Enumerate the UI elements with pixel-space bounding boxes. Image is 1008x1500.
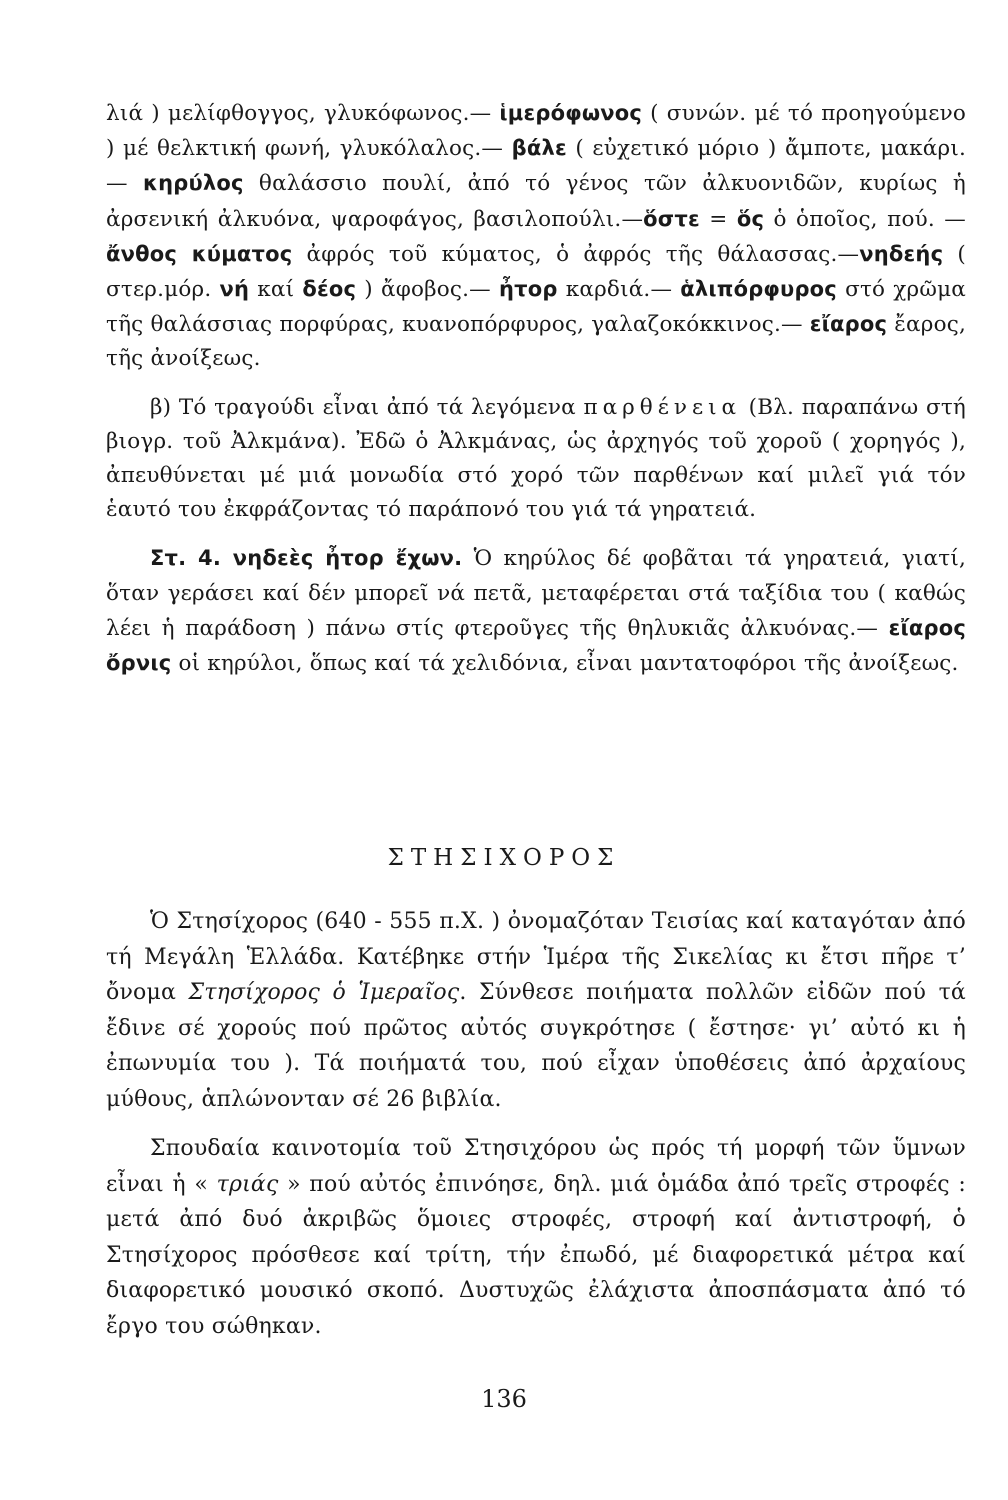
- text-run: ἀφρός τοῦ κύματος, ὁ ἀφρός τῆς θάλασσας.—: [292, 241, 860, 267]
- italic-name: Στησίχορος ὁ Ἱμεραῖος: [188, 980, 460, 1005]
- text-run: ὁ ὁποῖος, πού. —: [764, 206, 966, 232]
- glossary-notes: [106, 96, 966, 681]
- text-run: Σπουδαία καινοτομία τοῦ Στησιχόρου ὡς πρός τή μορφή τῶν ὕμνων εἶναι ἡ «: [106, 1136, 966, 1197]
- keyword: νηδεής: [859, 241, 944, 266]
- keyword: ἁλιπόρφυρος: [680, 277, 837, 302]
- note-paragraph-verse-4: [106, 541, 966, 681]
- keyword: εἴαρος ὄρνις: [106, 615, 966, 676]
- keyword: εἴαρος: [809, 312, 888, 337]
- text-run: θαλάσσιο πουλί, ἀπό τό γένος τῶν ἀλκυονιδῶν, κυρίως ἡ ἀρσενική ἀλκυόνα, ψαροφάγος, βασιλοπούλι.—: [106, 171, 966, 232]
- keyword: ἦτορ: [498, 277, 558, 302]
- keyword: ὅς: [736, 206, 765, 231]
- text-run: . Σύνθεσε ποιήματα πολλῶν εἰδῶν πού τά ἔδινε σέ χορούς πού πρῶτος αὐτός συγκρότησε ( ἔστησε· γι’ αὐτό κι ἡ ἐπωνυμία του ). Τά ποιήματά του, πού εἶχαν ὑποθέσεις ἀπό ἀρχαίους μύθους, ἁπλώνονταν σέ 26 βιβλία.: [106, 980, 966, 1112]
- text-run: Ὁ Στησίχορος (640 - 555 π.Χ. ) ὀνομαζόταν Τεισίας καί καταγόταν ἀπό τή Μεγάλη Ἑλλάδα. Κατέβηκε στήν Ἱμέρα τῆς Σικελίας κι ἔτσι πῆρε τ’ ὄνομα: [106, 909, 966, 1005]
- text-run: στό χρῶμα τῆς θαλάσσιας πορφύρας, κυανοπόρφυρος, γαλαζοκόκκινος.—: [106, 277, 966, 338]
- text-run: ( συνών. μέ τό προηγούμενο ) μέ θελκτική φωνή, γλυκόλαλος.—: [106, 101, 967, 162]
- keyword: δέος: [302, 277, 357, 302]
- text-run: λιά ) μελίφθογγος, γλυκόφωνος.—: [106, 101, 500, 126]
- bio-paragraph: [106, 904, 966, 1117]
- text-run: ἔαρος, τῆς ἀνοίξεως.: [106, 312, 966, 372]
- keyword: ὅστε: [643, 206, 700, 231]
- note-paragraph-vocabulary: [106, 96, 966, 377]
- text-run: ( στερ.μόρ.: [106, 241, 967, 303]
- triad-paragraph: [106, 1131, 966, 1344]
- section-heading: ΣΤΗΣΙΧΟΡΟΣ: [387, 845, 621, 871]
- text-run: β) Τό τραγούδι εἶναι ἀπό τά λεγόμενα: [150, 394, 584, 420]
- spaced-term: παρθένεια: [583, 394, 742, 420]
- text-run: καί: [249, 277, 303, 303]
- text-run: Ὁ κηρύλος δέ φοβᾶται τά γηρατειά, γιατί, ὅταν γεράσει καί δέν μπορεῖ νά πετᾶ, μεταφέρεται στά ταξίδια του ( καθώς λέει ἡ παράδοση ) πάνω στίς φτεροῦγες τῆς θηλυκιᾶς ἀλκυόνας.—: [106, 546, 966, 641]
- stesichorus-section: [106, 904, 966, 1344]
- page-number: 136: [481, 1385, 527, 1413]
- text-run: οἱ κηρύλοι, ὅπως καί τά χελιδόνια, εἶναι μαντατοφόροι τῆς ἀνοίξεως.: [171, 651, 959, 677]
- keyword: ἄνθος κύματος: [106, 241, 293, 266]
- text-run: ( εὐχετικό μόριο ) ἄμποτε, μακάρι.—: [106, 136, 967, 197]
- italic-term: τριάς: [216, 1171, 279, 1197]
- keyword: νή: [219, 277, 250, 302]
- text-run: =: [699, 206, 737, 232]
- text-run: (Βλ. παραπάνω στή βιογρ. τοῦ Ἀλκμάνα). Ἐδῶ ὁ Ἀλκμάνας, ὡς ἀρχηγός τοῦ χοροῦ ( χορηγός ), ἀπευθύνεται μέ μιά μονωδία στό χορό τῶν παρθένων καί μιλεῖ γιά τόν ἑαυτό του ἐκφράζοντας τό παράπονό του γιά τά γηρατειά.: [106, 394, 967, 523]
- text-run: καρδιά.—: [557, 277, 681, 303]
- text-run: ) ἄφοβος.—: [356, 277, 499, 303]
- keyword: βάλε: [511, 136, 567, 161]
- keyword: ἱμερόφωνος: [499, 101, 643, 125]
- note-paragraph-parthenia: [106, 391, 966, 528]
- keyword: κηρύλος: [142, 171, 244, 196]
- verse-reference: Στ. 4. νηδεὲς ἦτορ ἔχων.: [150, 546, 463, 571]
- text-run: » πού αὐτός ἐπινόησε, δηλ. μιά ὁμάδα ἀπό τρεῖς στροφές : μετά ἀπό δυό ἀκριβῶς ὅμοιες στροφές, στροφή καί ἀντιστροφή, ὁ Στησίχορος πρόσθεσε καί τρίτη, τήν ἐπωδό, μέ διαφορετικά μέτρα καί διαφορετικό μουσικό σκοπό. Δυστυχῶς ἐλάχιστα ἀποσπάσματα ἀπό τό ἔργο του σώθηκαν.: [106, 1171, 966, 1339]
